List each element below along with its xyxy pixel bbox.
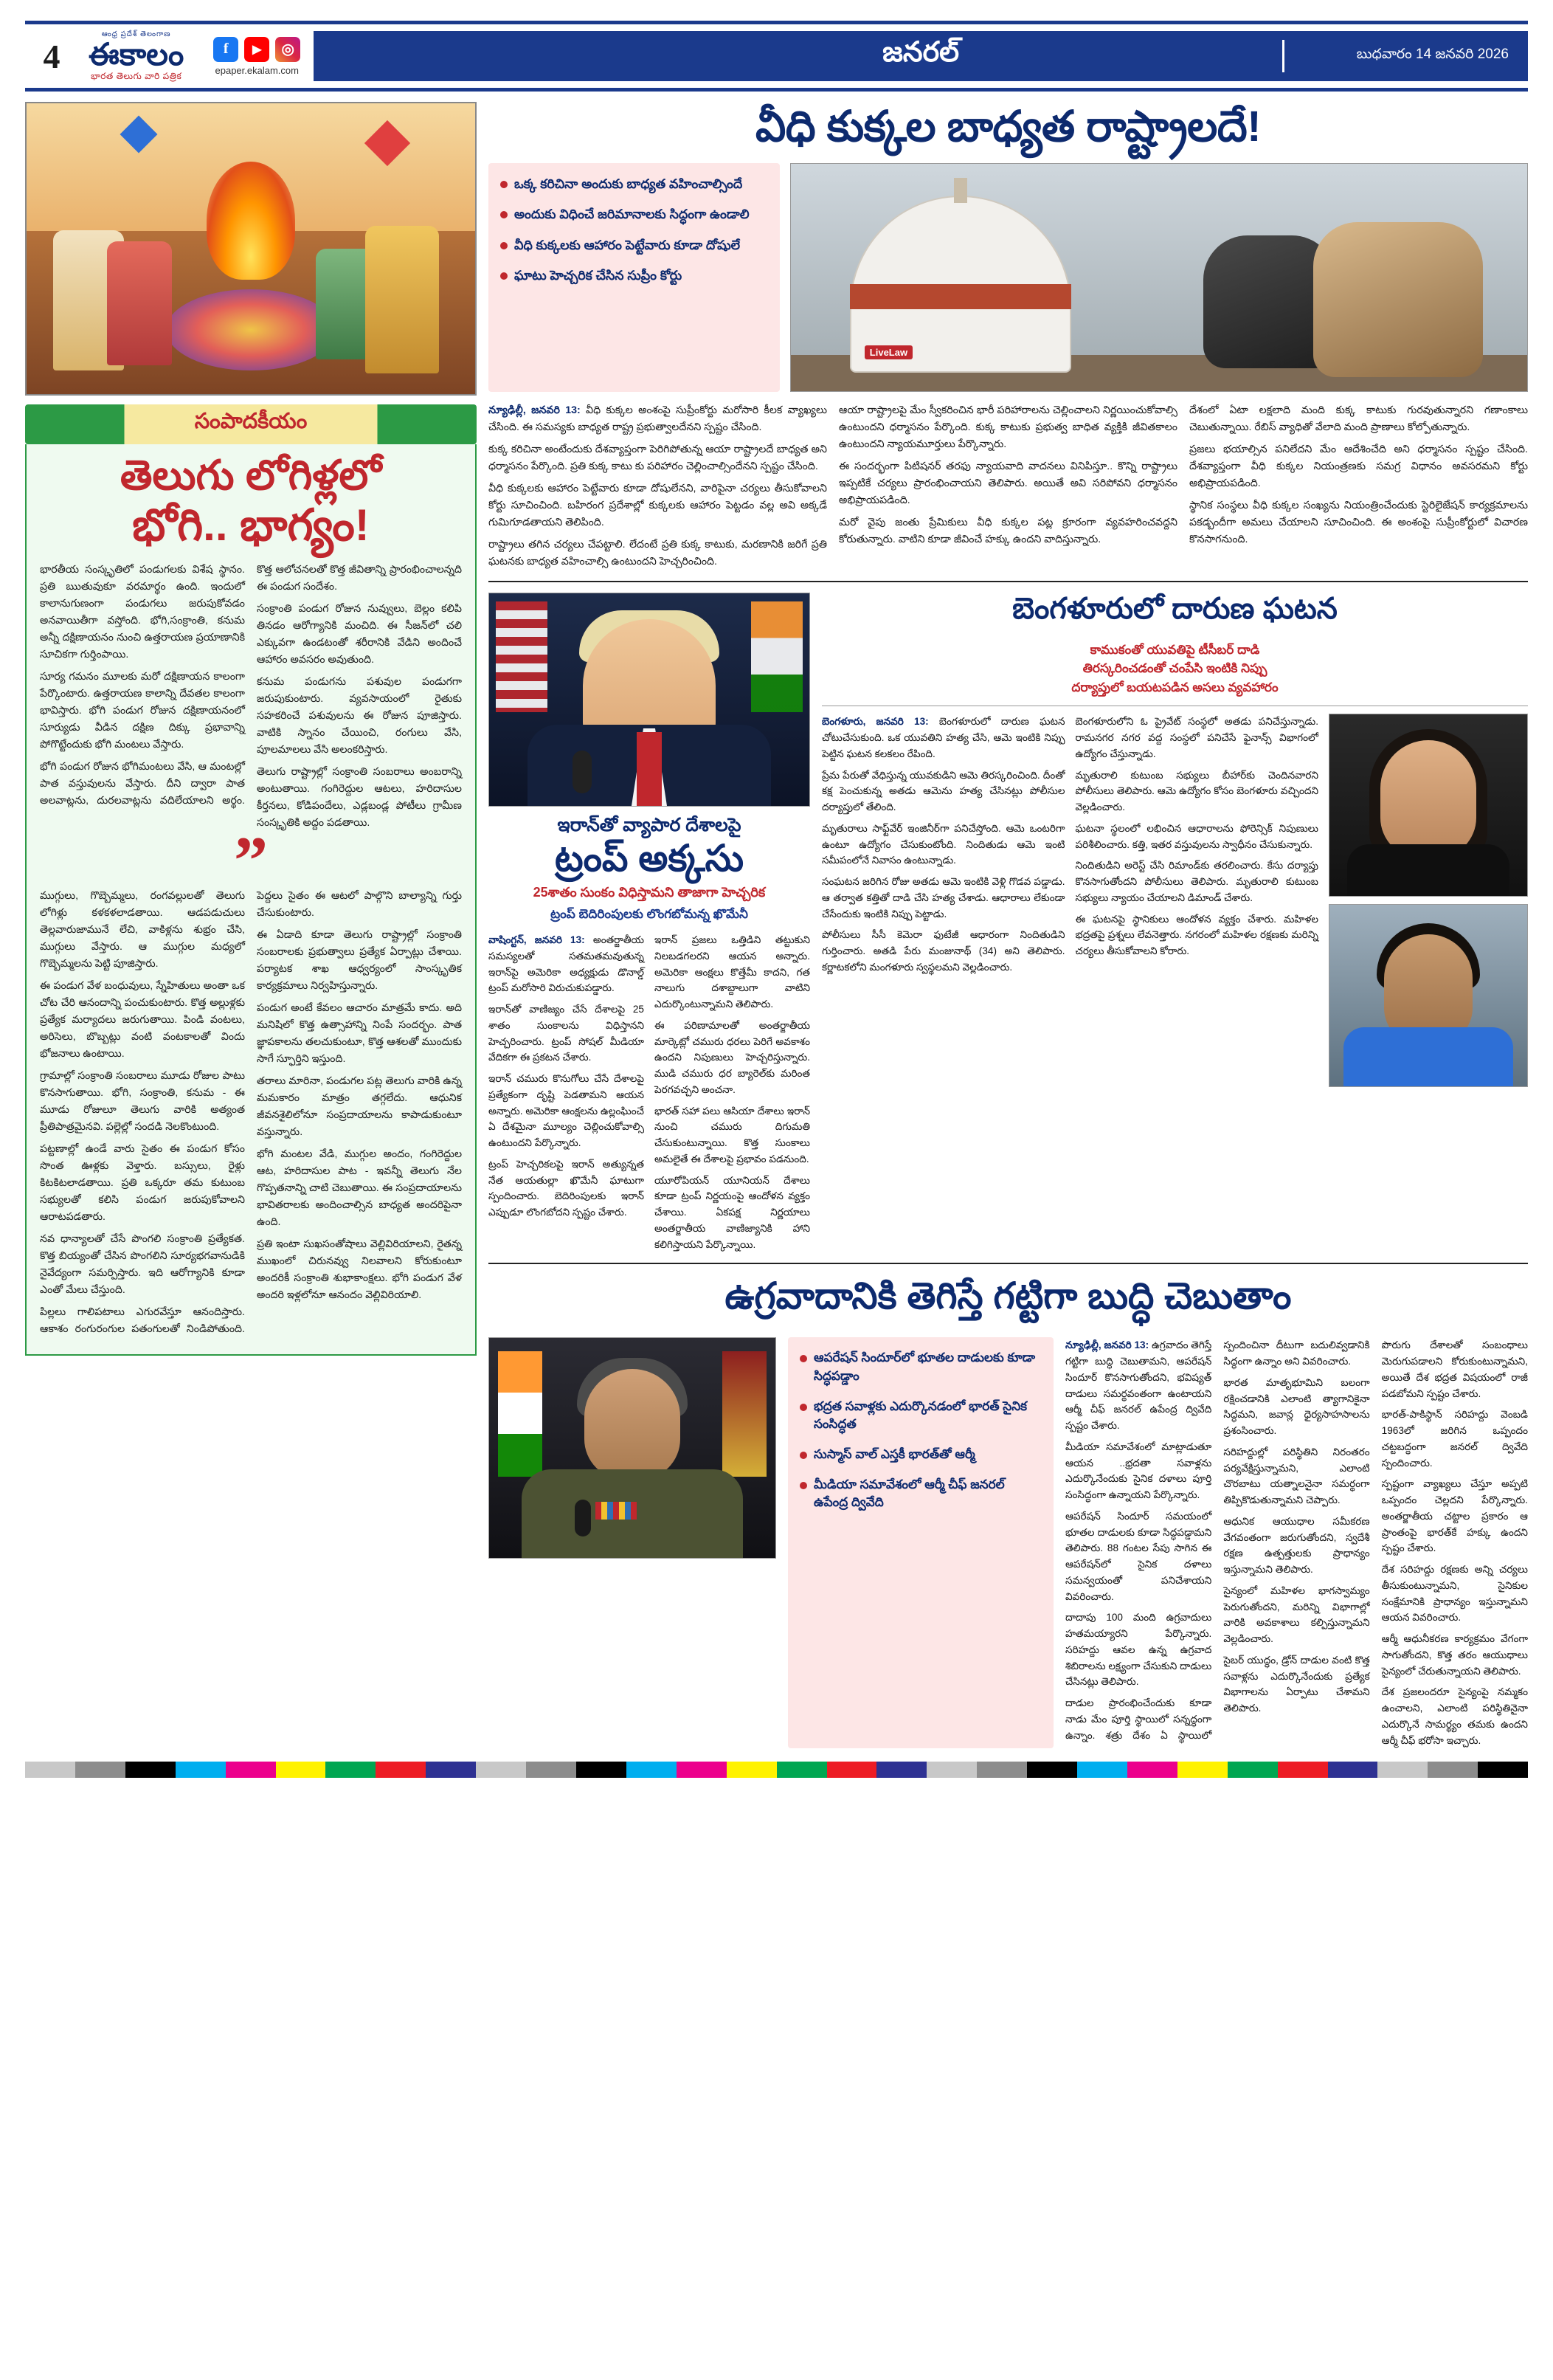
color-swatch [476,1762,526,1778]
newspaper-logo [78,30,194,83]
paragraph: భారత్ సహా పలు ఆసియా దేశాలు ఇరాన్ నుంచి చమురు దిగుమతి చేసుకుంటున్నాయి. కొత్త సుంకాలు అమలైతే ఈ దేశాలపై ప్రభావం పడనుంది. [654,1105,810,1165]
color-swatch [727,1762,777,1778]
instagram-icon[interactable]: ◎ [275,37,300,62]
color-swatch [927,1762,977,1778]
bengaluru-story-body [822,714,1318,1087]
color-swatch [1228,1762,1278,1778]
bullet-text: మీడియా సమావేశంలో ఆర్మీ చీఫ్ జనరల్ ఉపేంద్ర ద్వివేది [814,1477,1005,1510]
list-item [500,175,768,193]
paragraph: ప్రజలు భయాల్సిన పనిలేదని మేం ఆదేశించేది అని ధర్మాసనం స్పష్టం చేసింది. దేశవ్యాప్తంగా వీధి కుక్కల నియంత్రణకు సమగ్ర విధానం అవసరమని కోర్టు అభిప్రాయపడింది. [1189,443,1528,489]
color-swatch [576,1762,626,1778]
paragraph: భారత మాతృభూమిని బలంగా రక్షించడానికి ఎలాంటి త్యాగానికైనా సిద్ధమని, జవాన్ల ధైర్యసాహసాలను ప్రశంసించారు. [1223,1376,1370,1437]
color-swatch [75,1762,125,1778]
editorial-box [25,444,477,1356]
masthead [25,21,1528,92]
bullet-text: అందుకు విధించే జరిమానాలకు సిద్ధంగా ఉండాలి [514,207,750,222]
editorial-title-line2: భోగి.. భాగ్యం! [132,500,370,550]
color-swatch [626,1762,677,1778]
editorial-body-top [40,562,462,832]
youtube-icon[interactable]: ▶ [244,37,269,62]
color-swatch [426,1762,476,1778]
paragraph: స్థానిక సంస్థలు వీధి కుక్కల సంఖ్యను నియంత్రించేందుకు స్టెరిలైజేషన్ కార్యక్రమాలను పకడ్బందీగా అమలు చేయాలని సూచించింది. ఈ అంశంపై సుప్రీంకోర్టులో విచారణ కొనసాగనుంది. [1189,499,1528,545]
trump-subhead-2: ట్రంప్ బెదిరింపులకు లొంగబోమన్న ఖొమేనీ [550,907,748,922]
paragraph: దాదాపు 100 మంది ఉగ్రవాదులు హతమయ్యారని పేర్కొన్నారు. సరిహద్దు ఆవల ఉన్న ఉగ్రవాద శిబిరాలను లక్ష్యంగా చేసుకుని దాడులు చేసినట్లు తెలిపారు. [1065,1612,1212,1688]
paragraph: పోలీసులు సీసీ కెమెరా ఫుటేజీ ఆధారంగా నిందితుడిని గుర్తించారు. అతడి పేరు మంజునాథ్ (34) అని తెలిపారు. కర్ణాటకలోని మంగళూరు స్వస్థలమని వెల్లడించారు. [822,929,1065,973]
color-swatch [977,1762,1027,1778]
paragraph: తరాలు మారినా, పండుగల పట్ల తెలుగు వారికి ఉన్న మమకారం మాత్రం తగ్గలేదు. ఆధునిక జీవనశైలిలోనూ సంప్రదాయాలను కాపాడుకుంటూ వస్తున్నారు. [257,1075,462,1138]
color-swatch [827,1762,877,1778]
trump-photo [488,593,810,807]
accused-photo [1329,904,1528,1087]
lead-story [488,103,1528,570]
bullet-text: ఆపరేషన్ సిందూర్‌లో భూతల దాడులకు కూడా సిద్ధపడ్డాం [814,1351,1036,1384]
paragraph: దాడుల ప్రారంభించేందుకు కూడా నాడు మేం పూర్తి స్థాయిలో సన్నద్ధంగా ఉన్నాం. శత్రు దేశం ఏ స్థాయిలో స్పందించినా దీటుగా బదులివ్వడానికి సిద్ధంగా ఉన్నాం అని వివరించారు. [1065,1339,1370,1741]
paragraph: ఆధునిక ఆయుధాల సమీకరణ వేగవంతంగా జరుగుతోందని, స్వదేశీ రక్షణ ఉత్పత్తులకు ప్రాధాన్యం ఇస్తున్నామని తెలిపారు. [1223,1515,1370,1576]
paragraph: ఇరాన్‌తో వాణిజ్యం చేసే దేశాలపై 25 శాతం సుంకాలను విధిస్తానని హెచ్చరించారు. ట్రంప్ సోషల్ మీడియా వేదికగా ఈ ప్రకటన చేశారు. [488,1004,644,1063]
bullet-text: వీధి కుక్కలకు ఆహారం పెట్టేవారు కూడా దోషులే [514,237,741,252]
list-item [800,1349,1042,1385]
editorial-banner-label: సంపాదకీయం [194,410,308,433]
color-swatch [276,1762,326,1778]
color-swatch [526,1762,576,1778]
paragraph: నవ ధాన్యాలతో చేసే పొంగలి సంక్రాంతి ప్రత్యేకత. కొత్త బియ్యంతో చేసిన పొంగలిని సూర్యభగవానుడికి నైవేద్యంగా సమర్పిస్తారు. ఇది ఆరోగ్యానికి కూడా ఎంతో మేలు చేస్తుంది. [40,1232,245,1296]
section-divider [488,581,1528,582]
paragraph: ఆపరేషన్ సిందూర్ సమయంలో భూతల దాడులకు కూడా సిద్ధపడ్డామని తెలిపారు. 88 గంటల సేపు సాగిన ఈ ఆపరేషన్‌లో సైనిక దళాలు సమన్వయంతో పనిచేశాయని వివరించారు. [1065,1510,1212,1602]
army-bullets [788,1337,1054,1748]
section-title: జనరల్ [882,37,960,68]
paragraph: నిందితుడిని అరెస్ట్ చేసి రిమాండ్‌కు తరలించారు. కేసు దర్యాప్తు కొనసాగుతోందని పోలీసులు తెలిపారు. మృతురాలి కుటుంబ సభ్యులు న్యాయం చేయాలని డిమాండ్ చేశారు. [1075,860,1318,903]
color-swatch [376,1762,426,1778]
list-item [800,1398,1042,1434]
paragraph: ప్రతి ఇంటా సుఖసంతోషాలు వెల్లివిరియాలని, రైతన్న ముఖంలో చిరునవ్వు నిలవాలని కోరుకుంటూ అందరికీ సంక్రాంతి శుభాకాంక్షలు. భోగి పండుగ వేళ అందరి ఇళ్లలోనూ ఆనందం వెల్లివిరియాలి. [257,1238,462,1301]
logo-tagline-sub: భారత తెలుగు వారి పత్రిక [90,70,182,81]
paragraph: భోగి మంటల వేడి, ముగ్గుల అందం, గంగిరెద్దుల ఆట, హరిదాసుల పాట - ఇవన్నీ తెలుగు నేల గొప్పతనాన్ని చాటి చెబుతాయి. ఈ సంప్రదాయాలను భావితరాలకు అందించాల్సిన బాధ్యత అందరిపైనా ఉంది. [257,1148,462,1228]
color-registration-bar [25,1762,1528,1778]
bullet-dot-icon [800,1404,807,1411]
bullet-text: ఘాటు హెచ్చరిక చేసిన సుప్రీం కోర్టు [514,268,682,283]
paragraph: సంఘటన జరిగిన రోజు అతడు ఆమె ఇంటికి వెళ్లి గొడవ పడ్డాడు. ఆ తర్వాత కత్తితో దాడి చేసి హత్య చేశాడు. ఆధారాలు లేకుండా చేసేందుకు ఇంటికి నిప్పు పెట్టాడు. [822,876,1065,920]
paragraph: ఈ పండుగ వేళ బంధువులు, స్నేహితులు అంతా ఒక చోట చేరి ఆనందాన్ని పంచుకుంటారు. కొత్త అల్లుళ్లకు ప్రత్యేక మర్యాదలు జరుగుతాయి. పిండి వంటలు, అరిసెలు, బొబ్బట్లు వంటి వంటకాలతో విందు భోజనాలు ఉంటాయి. [40,979,245,1060]
bullet-dot-icon [800,1355,807,1362]
bullet-dot-icon [500,181,508,188]
color-swatch [325,1762,376,1778]
trump-headline-line1: ఇరాన్‌తో వ్యాపార దేశాలపై [557,814,741,835]
paragraph: సంక్రాంతి పండుగ రోజున నువ్వులు, బెల్లం కలిపి తినడం ఆరోగ్యానికి మంచిది. ఈ సీజన్‌లో చలి ఎక్కువగా ఉండటంతో శరీరానికి వేడిని అందించే ఆహారం అవసరం అవుతుంది. [257,602,462,666]
editorial-column [25,102,477,1748]
trump-story [488,593,810,1253]
paragraph: రాష్ట్రాలు తగిన చర్యలు చేపట్టాలి. లేదంటే ప్రతి కుక్క కాటుకు, మరణానికి జరిగే ప్రతి ఘటనకు బాధ్యత వహించాల్సి ఉంటుందని హెచ్చరించింది. [488,538,827,568]
paragraph: ఈ పరిణామాలతో అంతర్జాతీయ మార్కెట్లో చమురు ధరలు పెరిగే అవకాశం ఉందని నిపుణులు హెచ్చరిస్తున్నారు. ముడి చమురు ధర బ్యారెల్‌కు మరింత పెరగవచ్చని అంచనా. [654,1019,810,1095]
army-chief-photo [488,1337,776,1559]
quote-decoration: ” [234,822,268,898]
news-column [488,102,1528,1748]
paragraph: ఆర్మీ ఆధునీకరణ కార్యక్రమం వేగంగా సాగుతోందని, కొత్త తరం ఆయుధాలు సైన్యంలో చేరుతున్నాయని తెలిపారు. [1381,1633,1528,1677]
bullet-dot-icon [800,1482,807,1489]
paragraph: ఘటనా స్థలంలో లభించిన ఆధారాలను ఫోరెన్సిక్ నిపుణులు పరిశీలించారు. కత్తి, ఇతర వస్తువులను స్వాధీనం చేసుకున్నారు. [1075,822,1318,850]
paragraph: గ్రామాల్లో సంక్రాంతి సంబరాలు మూడు రోజుల పాటు కొనసాగుతాయి. భోగి, సంక్రాంతి, కనుమ - ఈ మూడు రోజులూ తెలుగు వారికి అత్యంత ప్రీతిపాత్రమైనవి. పల్లెల్లో సందడి నెలకొంటుంది. [40,1069,245,1133]
paragraph: భారత్-పాకిస్థాన్ సరిహద్దు వెంబడి 1963లో జరిగిన ఒప్పందం చట్టబద్ధంగా జనరల్ ద్వివేది స్పందించారు. [1381,1409,1528,1469]
paragraph: స్పష్టంగా వ్యాఖ్యలు చేస్తూ అప్పటి ఒప్పందం చెల్లదని పేర్కొన్నారు. అంతర్జాతీయ చట్టాల ప్రకారం ఆ ప్రాంతంపై భారత్‌కే హక్కు ఉందని స్పష్టం చేశారు. [1381,1478,1528,1554]
paragraph: ఈ ఘటనపై స్థానికులు ఆందోళన వ్యక్తం చేశారు. మహిళల భద్రతపై ప్రశ్నలు లేవనెత్తారు. నగరంలో మహిళల రక్షణకు మరిన్ని చర్యలు తీసుకోవాలని కోరారు. [1075,913,1318,957]
bullet-dot-icon [500,211,508,218]
army-story [488,1274,1528,1748]
color-swatch [176,1762,226,1778]
paragraph: వీధి కుక్కలకు ఆహారం పెట్టేవారు కూడా దోషులేనని, వారిపైనా చర్యలు తీసుకోవాలని కోర్టు సూచించింది. బహిరంగ ప్రదేశాల్లో కుక్కలకు ఆహారం పెట్టడం వల్ల అవి అక్కడే గుమిగూడతాయని తెలిపింది. [488,482,827,528]
list-item [500,205,768,224]
paragraph: సరిహద్దుల్లో పరిస్థితిని నిరంతరం పర్యవేక్షిస్తున్నామని, ఎలాంటి చొరబాటు యత్నాలనైనా సమర్థంగా తిప్పికొడుతున్నామని చెప్పారు. [1223,1446,1370,1506]
list-item [800,1476,1042,1512]
victim-photo [1329,714,1528,897]
editorial-title [40,452,462,551]
bengaluru-story [822,593,1528,1253]
army-headline: ఉగ్రవాదానికి తెగిస్తే గట్టిగా బుద్ధి చెబుతాం [724,1275,1292,1317]
lead-story-body [488,402,1528,570]
color-swatch [1278,1762,1328,1778]
color-swatch [1377,1762,1428,1778]
editorial-title-line1: తెలుగు లోగిళ్లలో [120,452,382,498]
paragraph: కనుమ పండుగను పశువుల పండుగగా జరుపుకుంటారు. వ్యవసాయంలో రైతుకు సహకరించే పశువులను ఈ రోజున పూజిస్తారు. వాటికి స్నానం చేయించి, రంగులు వేసి, పూలమాలలు వేసి అలంకరిస్తారు. [257,675,462,756]
paragraph: పిల్లలు గాలిపటాలు ఎగురవేస్తూ ఆనందిస్తారు. ఆకాశం రంగురంగుల పతంగులతో నిండిపోతుంది. పెద్దలు సైతం ఈ ఆటలో పాల్గొని బాల్యాన్ని గుర్తు చేసుకుంటారు. [40,889,462,1335]
bullet-text: భద్రత సవాళ్లకు ఎదుర్కొనడంలో భారత్ సైనిక సంసిద్ధత [814,1398,1028,1432]
color-swatch [1428,1762,1478,1778]
festival-photo [25,102,477,396]
color-swatch [1077,1762,1127,1778]
logo-title: ఈకాలం [89,38,184,72]
color-swatch [1027,1762,1077,1778]
list-item [500,266,768,285]
paragraph: బెంగళూరులోని ఓ ప్రైవేట్ సంస్థలో అతడు పనిచేస్తున్నాడు. రామనగర నగర వద్ద సంస్థలో పనిచేసే ఫైనాన్స్ విభాగంలో ఉద్యోగం చేస్తున్నాడు. [1075,716,1318,759]
paragraph: ట్రంప్ హెచ్చరికలపై ఇరాన్ అత్యున్నత నేత ఆయతుల్లా ఖొమేనీ ఘాటుగా స్పందించారు. బెదిరింపులకు ఇరాన్ ఎప్పుడూ లొంగబోదని స్పష్టం చేశారు. [488,1158,644,1218]
paragraph: కుక్క కరిచినా అంటేందుకు దేశవ్యాప్తంగా పెరిగిపోతున్న ఆయా రాష్ట్రాలదే బాధ్యత అని ధర్మాసనం పేర్కొంది. ప్రతి కుక్క కాటు కు పరిహారం చెల్లించాల్సిందేనని స్పష్టం చేసింది. [488,443,827,472]
lead-bullets [488,163,780,392]
color-swatch [777,1762,827,1778]
paragraph: దేశ ప్రజలందరూ సైన్యంపై నమ్మకం ఉంచాలని, ఎలాంటి పరిస్థితినైనా ఎదుర్కొనే సామర్థ్యం తమకు ఉందని ఆర్మీ చీఫ్ భరోసా ఇచ్చారు. [1381,1686,1528,1746]
paragraph: మృతురాలు సాఫ్ట్‌వేర్ ఇంజినీర్‌గా పనిచేస్తోంది. ఆమె ఒంటరిగా ఉంటూ ఉద్యోగం చేసుకుంటోంది. నిందితుడు ఆమె ఇంటి సమీపంలోనే నివాసం ఉంటున్నాడు. [822,822,1065,866]
paragraph: ఈ సందర్భంగా పిటిషనర్ తరఫు న్యాయవాది వాదనలు వినిపిస్తూ.. కొన్ని రాష్ట్రాలు ఇప్పటికే చర్యలు ప్రారంభించాయని తెలిపారు. అయితే అవి సరిపోవని ధర్మాసనం అభిప్రాయపడింది. [839,460,1177,506]
trump-headline-line2: ట్రంప్ అక్కసు [554,838,744,880]
bullet-dot-icon [800,1452,807,1459]
color-swatch [677,1762,727,1778]
paragraph: సైన్యంలో మహిళల భాగస్వామ్యం పెరుగుతోందని, మరిన్ని విభాగాల్లో వారికి అవకాశాలు కల్పిస్తున్నామని వెల్లడించారు. [1223,1584,1370,1645]
army-story-body [1065,1337,1528,1748]
color-swatch [226,1762,276,1778]
bullet-dot-icon [500,272,508,280]
section-bar [314,31,1528,81]
paragraph: ఈ ఏడాది కూడా తెలుగు రాష్ట్రాల్లో సంక్రాంతి సంబరాలకు ప్రభుత్వాలు ప్రత్యేక ఏర్పాట్లు చేశాయి. పర్యాటక శాఖ ఆధ్వర్యంలో సాంస్కృతిక కార్యక్రమాలు నిర్వహిస్తున్నారు. [257,928,462,992]
paragraph: పొరుగు దేశాలతో సంబంధాలు మెరుగుపడాలని కోరుకుంటున్నామని, అయితే దేశ భద్రత విషయంలో రాజీ పడబోమని స్పష్టం చేశారు. [1381,1339,1528,1399]
color-swatch [1328,1762,1378,1778]
paragraph: పట్టణాల్లో ఉండే వారు సైతం ఈ పండుగ కోసం సొంత ఊళ్లకు వెళ్తారు. బస్సులు, రైళ్లు కిటకిటలాడతాయి. ప్రతి ఒక్కరూ తమ కుటుంబ సభ్యులతో కలిసి పండుగ జరుపుకోవాలని ఆరాటపడతారు. [40,1142,245,1223]
editorial-body-mid [40,888,462,1338]
epaper-url[interactable]: epaper.ekalam.com [215,64,299,76]
paragraph: ఇరాన్ చమురు కొనుగోలు చేసే దేశాలపై ప్రత్యేకంగా దృష్టి పెడతామని ఆయన అన్నారు. అమెరికా ఆంక్షలను ఉల్లంఘించే ఏ దేశమైనా మూల్యం చెల్లించుకోవాల్సి ఉంటుందని పేర్కొన్నారు. [488,1073,644,1149]
facebook-icon[interactable]: f [213,37,238,62]
lead-headline: వీధి కుక్కల బాధ్యత రాష్ట్రాలదే! [755,103,1262,151]
color-swatch [1177,1762,1228,1778]
color-swatch [876,1762,927,1778]
supreme-court-dogs-photo [790,163,1528,392]
trump-headline-block [488,814,810,925]
paragraph: దేశంలో ఏటా లక్షలాది మంది కుక్క కాటుకు గురవుతున్నారని గణాంకాలు చెబుతున్నాయి. రేబిస్ వ్యాధితో వేలాది మంది ప్రాణాలు కోల్పోతున్నారు. [1189,404,1528,433]
paragraph: న్యూఢిల్లీ, జనవరి 13: వీధి కుక్కల అంశంపై సుప్రీంకోర్టు మరోసారి కీలక వ్యాఖ్యలు చేసింది. ఈ సమస్యకు బాధ్యత రాష్ట్ర ప్రభుత్వాలదేనని స్పష్టం చేసింది. [488,404,827,433]
paragraph: ఆయా రాష్ట్రాలపై మేం స్వీకరించిన భారీ పరిహారాలను చెల్లించాలని నిర్ణయించుకోవాల్సి ఉంటుందని ధర్మాసనం పేర్కొంది. కుక్క కాటుకు ప్రభుత్వ బాధిత వ్యక్తికి జీవితకాలం ఉంటుందని న్యాయమూర్తులు పేర్కొన్నారు. [839,404,1177,450]
paragraph: మరో వైపు జంతు ప్రేమికులు వీధి కుక్కల పట్ల క్రూరంగా వ్యవహరించవద్దని కోరుతున్నారు. వాటిని కూడా జీవించే హక్కు ఉందని వాదిస్తున్నారు. [839,516,1177,545]
editorial-banner [25,404,477,444]
paragraph: ప్రేమ పేరుతో వేధిస్తున్న యువకుడిని ఆమె తిరస్కరించింది. దీంతో కక్ష పెంచుకున్న అతడు ఆమెను హత్య చేసినట్లు పోలీసుల దర్యాప్తులో తేలింది. [822,769,1065,813]
paragraph: మృతురాలి కుటుంబ సభ్యులు బీహార్‌కు చెందినవారని పోలీసులు తెలిపారు. ఆమె ఉద్యోగం కోసం బెంగళూరు వచ్చిందని వెల్లడించారు. [1075,769,1318,813]
paragraph: మీడియా సమావేశంలో మాట్లాడుతూ ఆయన ..భ్రదతా సవాళ్లను ఎదుర్కొనేందుకు సైనిక దళాలు పూర్తి సంసిద్ధంగా ఉన్నాయని పేర్కొన్నారు. [1065,1441,1212,1501]
paragraph: సూర్య గమనం మూలకు మరో దక్షిణాయన కాలంగా పేర్కొంటారు. ఉత్తరాయణ కాలాన్ని దేవతల కాలంగా భావిస్తారు. భోగి పండుగ రోజున దక్షిణాయనంలో సూర్యుడు వీడిన దక్షిణ దిక్కు ప్రభావాన్ని పోగొట్టేందుకు భోగి మంటలు వేస్తారు. [40,670,245,751]
bengaluru-subhead: కాముకంతో యువతిపై టీసీబర్ దాడి తిరస్కరించడంతో చంపేసి ఇంటికి నిప్పు దర్యాప్తులో బయటపడిన అసలు వ్యవహారం [1071,642,1279,694]
color-swatch [1127,1762,1177,1778]
paragraph: న్యూఢిల్లీ, జనవరి 13: ఉగ్రవాదం తెగిస్తే గట్టిగా బుద్ధి చెబుతామని, ఆపరేషన్ సిందూర్ కొనసాగుతోందని, భవిష్యత్ దాడులు సమర్థవంతంగా ఉంటాయని ఆర్మీ చీఫ్ జనరల్ ఉపేంద్ర ద్వివేది స్పష్టం చేశారు. [1065,1339,1212,1432]
newspaper-page [0,21,1553,2380]
trump-story-body [488,932,810,1252]
list-item [800,1446,1042,1464]
paragraph: ఇరాన్ ప్రజలు ఒత్తిడిని తట్టుకుని నిలబడగలరని ఆయన అన్నారు. అమెరికా ఆంక్షలు కొత్తేమీ కాదని, గత నాలుగు దశాబ్దాలుగా వాటిని ఎదుర్కొంటున్నామని తెలిపారు. [654,934,810,1010]
paragraph: భారతీయ సంస్కృతిలో పండుగలకు విశేష స్థానం. ప్రతి ఋతువుకూ వరమార్థం ఉంది. ఇందులో కాలానుగుణంగా పండుగలు జరుపుకోవడం అనవాయితీగా వస్తోంది. భోగి,సంక్రాంతి, కనుమ అన్నీ దక్షిణాయనం నుంచి ఉత్తరాయణ ప్రయాణానికి సూచికగా గుర్తింపాయి. [40,563,245,660]
bullet-text: సుస్మాస్ వాల్ ఎస్తకీ భారత్‌తో ఆర్మీ [814,1447,975,1462]
color-swatch [25,1762,75,1778]
paragraph: వాషింగ్టన్, జనవరి 13: అంతర్జాతీయ సమస్యలతో సతమతమవుతున్న ఇరాన్‌పై అమెరికా అధ్యక్షుడు డొనాల్డ్ ట్రంప్ మరోసారి విరుచుకుపడ్డారు. [488,934,645,994]
publication-date: బుధవారం 14 జనవరి 2026 [1356,46,1509,62]
paragraph: భోగి పండుగ రోజున భోగిమంటలు వేసి, ఆ మంటల్లో పాత వస్తువులను వేస్తారు. దీని ద్వారా పాత అలవాట్లను, దురలవాట్లను వదిలేయాలని అర్థం. కొత్త ఆలోచనలతో కొత్త జీవితాన్ని ప్రారంభించాలన్నది ఈ పండుగ సందేశం. [40,563,462,807]
color-swatch [1478,1762,1528,1778]
section-divider [488,1263,1528,1264]
logo-tagline-top: ఆంధ్ర ప్రదేశ్ తెలంగాణ [101,30,171,38]
paragraph: యూరోపియన్ యూనియన్ దేశాలు కూడా ట్రంప్ నిర్ణయంపై ఆందోళన వ్యక్తం చేశాయి. ఏకపక్ష నిర్ణయాలు అంతర్జాతీయ వాణిజ్యానికి హాని కలిగిస్తాయని పేర్కొన్నాయి. [654,1174,810,1250]
bullet-dot-icon [500,242,508,249]
social-links [213,37,300,76]
photo-watermark: LiveLaw [865,345,913,359]
paragraph: దేశ సరిహద్దు రక్షణకు అన్ని చర్యలు తీసుకుంటున్నామని, సైనికుల సంక్షేమానికి ప్రాధాన్యం ఇస్తున్నామని ఆయన వివరించారు. [1381,1564,1528,1624]
paragraph: సైబర్ యుద్ధం, డ్రోన్ దాడుల వంటి కొత్త సవాళ్లను ఎదుర్కొనేందుకు ప్రత్యేక విభాగాలను ఏర్పాటు చేశామని తెలిపారు. [1223,1654,1370,1714]
bar-divider [1282,40,1284,72]
paragraph: పండుగ అంటే కేవలం ఆచారం మాత్రమే కాదు. అది మనిషిలో కొత్త ఉత్సాహాన్ని నింపే సందర్భం. పాత జ్ఞాపకాలను తలచుకుంటూ, కొత్త ఆశలతో ముందుకు సాగే స్ఫూర్తిని ఇస్తుంది. [257,1001,462,1065]
paragraph: తెలుగు రాష్ట్రాల్లో సంక్రాంతి సంబరాలు అంబరాన్ని అంటుతాయి. గంగిరెద్దుల ఆటలు, హరిదాసుల కీర్తనలు, కోడిపందేలు, ఎడ్లబండ్ల పోటీలు గ్రామీణ సంస్కృతికి అద్దం పడతాయి. [257,765,462,829]
trump-subhead-1: 25శాతం సుంకం విధిస్తామని తాజాగా హెచ్చరిక [533,885,766,900]
paragraph: ముగ్గులు, గొబ్బెమ్మలు, రంగవల్లులతో తెలుగు లోగిళ్లు కళకళలాడతాయి. ఆడపడుచులు తెల్లవారుజామునే లేచి, వాకిళ్లను శుభ్రం చేసి, ముగ్గులు వేస్తారు. ఆ ముగ్గుల మధ్యలో గొబ్బెమ్మలను పెట్టి పూజిస్తారు. [40,889,245,970]
color-swatch [125,1762,176,1778]
list-item [500,236,768,255]
paragraph: బెంగళూరు, జనవరి 13: బెంగళూరులో దారుణ ఘటన చోటుచేసుకుంది. ఒక యువతిని హత్య చేసి, ఆమె ఇంటికి నిప్పు పెట్టిన ఘటన కలకలం రేపింది. [822,716,1065,759]
bullet-text: ఒక్క కరిచినా అందుకు బాధ్యత వహించాల్సిందే [514,176,743,191]
middle-section [488,593,1528,1253]
page-number: 4 [43,37,60,75]
bengaluru-photos [1329,714,1528,1087]
page-content [25,102,1528,1748]
bengaluru-headline: బెంగళూరులో దారుణ ఘటన [1012,592,1338,625]
